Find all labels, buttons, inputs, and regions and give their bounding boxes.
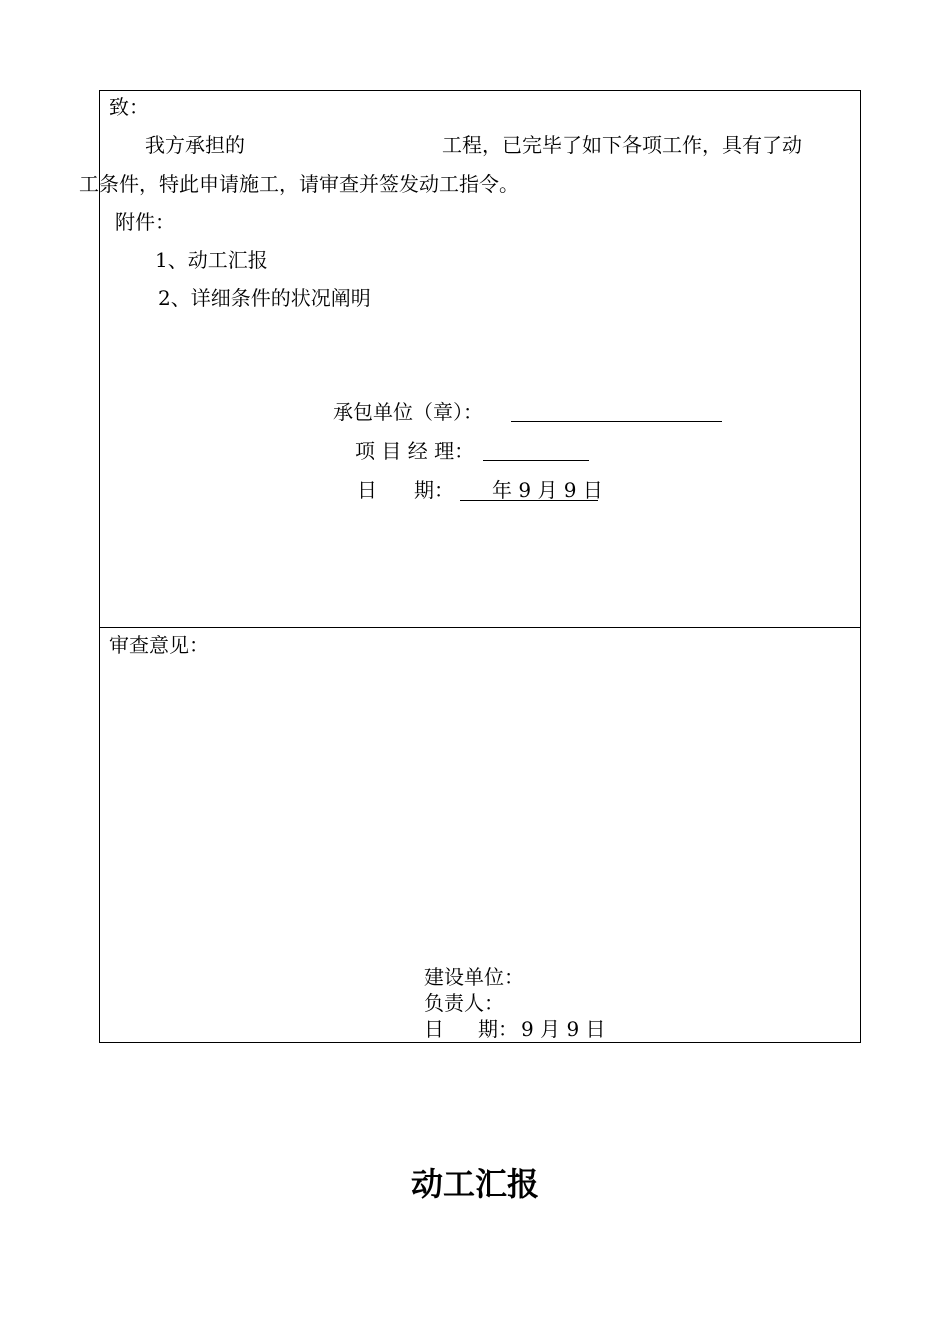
- date-value: 年 9 月 9 日: [492, 478, 603, 502]
- review-opinion-label: 审查意见：: [109, 633, 209, 657]
- responsible-label: 负责人：: [424, 991, 504, 1015]
- contractor-label: 承包单位（章）：: [333, 400, 483, 424]
- body-line1-suffix: 工程，已完毕了如下各项工作，具有了动: [442, 133, 802, 157]
- review-date-label-period: 期：: [478, 1017, 518, 1041]
- date-label-period: 期：: [414, 478, 454, 502]
- manager-label: 项 目 经 理：: [355, 439, 475, 463]
- attachment-item-1: 1、动工汇报: [155, 248, 268, 272]
- date-underline: [460, 500, 598, 501]
- attachments-label: 附件：: [115, 210, 175, 234]
- owner-label: 建设单位：: [424, 965, 524, 989]
- date-label-day: 日: [357, 478, 377, 502]
- body-line2: 工条件，特此申请施工，请审查并签发动工指令。: [79, 172, 519, 196]
- body-line1-prefix: 我方承担的: [145, 133, 245, 157]
- review-date-label-day: 日: [424, 1017, 444, 1041]
- contractor-signature-line: [511, 421, 722, 422]
- manager-signature-line: [483, 460, 589, 461]
- application-form-table: [99, 90, 861, 1043]
- next-section-title: 动工汇报: [410, 1165, 539, 1203]
- to-label: 致：: [109, 95, 149, 119]
- section-divider: [99, 627, 861, 628]
- attachment-item-2: 2、详细条件的状况阐明: [158, 286, 371, 310]
- review-date-value: 9 月 9 日: [521, 1017, 606, 1041]
